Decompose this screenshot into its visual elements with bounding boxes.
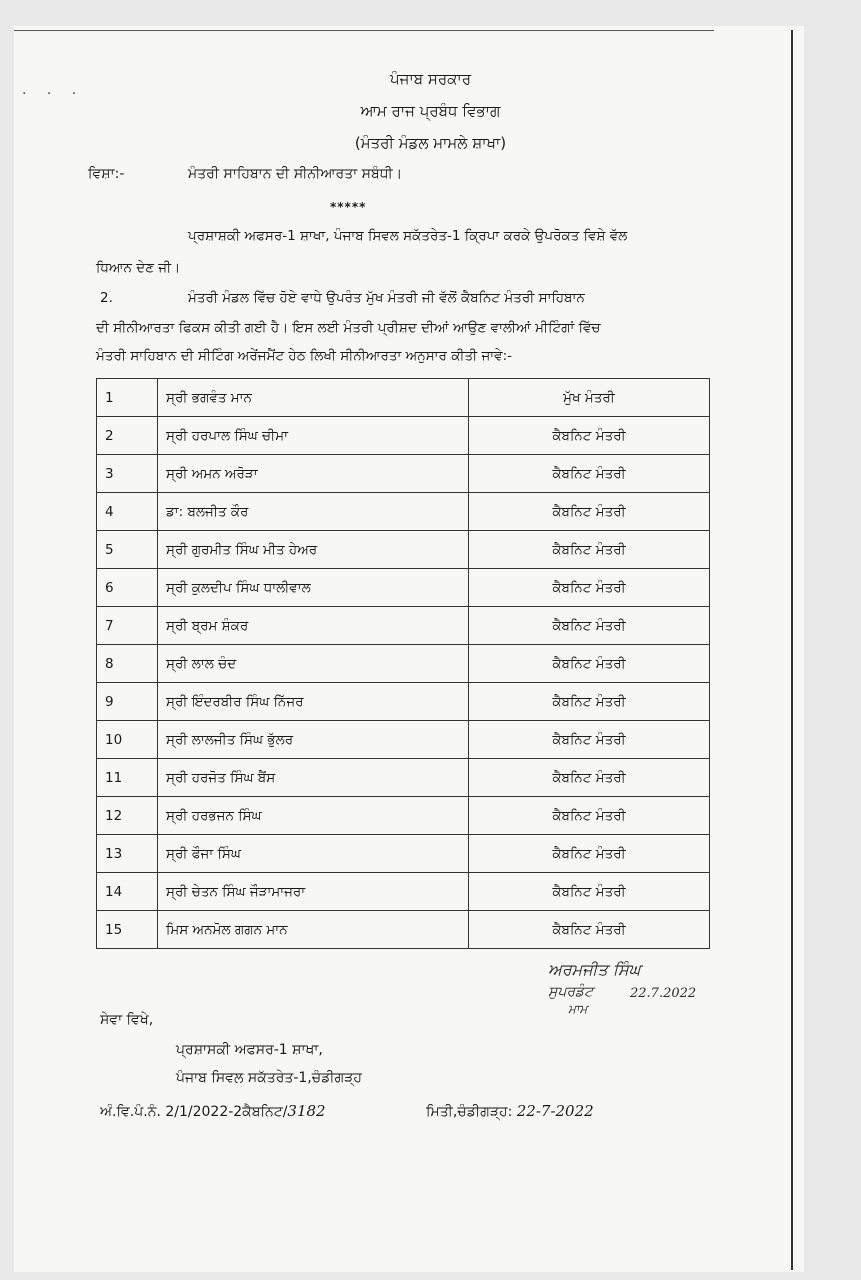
subject-label: ਵਿਸ਼ਾ:- xyxy=(88,166,125,182)
to-label: ਸੇਵਾ ਵਿਖੇ, xyxy=(100,1012,154,1028)
minister-designation: ਕੈਬਨਿਟ ਮੰਤਰੀ xyxy=(469,797,710,835)
signature-date: 22.7.2022 xyxy=(630,986,697,1001)
minister-designation: ਕੈਬਨਿਟ ਮੰਤਰੀ xyxy=(469,417,710,455)
minister-name: ਸ੍ਰੀ ਲਾਲਜੀਤ ਸਿੰਘ ਭੁੱਲਰ xyxy=(158,721,469,759)
margin-specks: · · · xyxy=(22,86,85,102)
minister-name: ਸ੍ਰੀ ਹਰਪਾਲ ਸਿੰਘ ਚੀਮਾ xyxy=(158,417,469,455)
table-row xyxy=(97,683,710,721)
minister-name: ਸ੍ਰੀ ਬ੍ਰਮ ਸ਼ੰਕਰ xyxy=(158,607,469,645)
header-government: ਪੰਜਾਬ ਸਰਕਾਰ xyxy=(390,70,471,88)
row-number: 2 xyxy=(97,417,158,455)
minister-name: ਸ੍ਰੀ ਹਰਭਜਨ ਸਿੰਘ xyxy=(158,797,469,835)
minister-designation: ਕੈਬਨਿਟ ਮੰਤਰੀ xyxy=(469,493,710,531)
minister-name: ਸ੍ਰੀ ਗੁਰਮੀਤ ਸਿੰਘ ਮੀਤ ਹੇਅਰ xyxy=(158,531,469,569)
minister-designation: ਕੈਬਨਿਟ ਮੰਤਰੀ xyxy=(469,911,710,949)
paragraph-2-line-3: ਮੰਤਰੀ ਸਾਹਿਬਾਨ ਦੀ ਸੀਟਿੰਗ ਅਰੇਂਜਮੈਂਟ ਹੇਠ ਲਿਖੀ ਸੀਨੀਆਰਤਾ ਅਨੁਸਾਰ ਕੀਤੀ ਜਾਵੇ:- xyxy=(96,348,513,364)
table-row xyxy=(97,493,710,531)
table-row xyxy=(97,379,710,417)
minister-name: ਸ੍ਰੀ ਅਮਨ ਅਰੋੜਾ xyxy=(158,455,469,493)
table-row xyxy=(97,797,710,835)
row-number: 13 xyxy=(97,835,158,873)
reference-number xyxy=(100,1102,326,1120)
paragraph-2-line-1: ਮੰਤਰੀ ਮੰਡਲ ਵਿੱਚ ਹੋਏ ਵਾਧੇ ਉਪਰੰਤ ਮੁੱਖ ਮੰਤਰੀ ਜੀ ਵੱਲੋਂ ਕੈਬਨਿਟ ਮੰਤਰੀ ਸਾਹਿਬਾਨ xyxy=(188,290,585,306)
minister-name: ਸ੍ਰੀ ਫੌਜਾ ਸਿੰਘ xyxy=(158,835,469,873)
row-number: 8 xyxy=(97,645,158,683)
minister-designation: ਮੁੱਖ ਮੰਤਰੀ xyxy=(469,379,710,417)
table-row xyxy=(97,911,710,949)
date-handwritten-value: 22-7-2022 xyxy=(516,1102,594,1120)
row-number: 7 xyxy=(97,607,158,645)
issue-date xyxy=(426,1102,594,1120)
subject-text: ਮੰਤਰੀ ਸਾਹਿਬਾਨ ਦੀ ਸੀਨੀਆਰਤਾ ਸਬੰਧੀ। xyxy=(188,166,403,182)
paragraph-2-number: 2. xyxy=(100,290,113,306)
table-row xyxy=(97,455,710,493)
table-row xyxy=(97,759,710,797)
top-border-line xyxy=(14,30,714,31)
minister-name: ਮਿਸ ਅਨਮੋਲ ਗਗਨ ਮਾਨ xyxy=(158,911,469,949)
table-row xyxy=(97,607,710,645)
minister-designation: ਕੈਬਨਿਟ ਮੰਤਰੀ xyxy=(469,531,710,569)
table-row xyxy=(97,835,710,873)
minister-name: ਸ੍ਰੀ ਲਾਲ ਚੰਦ xyxy=(158,645,469,683)
minister-designation: ਕੈਬਨਿਟ ਮੰਤਰੀ xyxy=(469,835,710,873)
row-number: 15 xyxy=(97,911,158,949)
row-number: 5 xyxy=(97,531,158,569)
reference-prefix: ਅੰ.ਵਿ.ਪੰ.ਨੰ. 2/1/2022-2ਕੈਬਨਿਟ/ xyxy=(100,1104,288,1120)
table-row xyxy=(97,417,710,455)
right-border-line xyxy=(791,30,793,1270)
signature-initials: ਮਾਮ xyxy=(568,1002,588,1016)
header-branch: (ਮੰਤਰੀ ਮੰਡਲ ਮਾਮਲੇ ਸ਼ਾਖਾ) xyxy=(354,134,507,152)
minister-name: ਸ੍ਰੀ ਹਰਜੋਤ ਸਿੰਘ ਬੈਂਸ xyxy=(158,759,469,797)
paragraph-1-line-2: ਧਿਆਨ ਦੇਣ ਜੀ। xyxy=(96,260,181,276)
row-number: 10 xyxy=(97,721,158,759)
signature-name: ਅਰਮਜੀਤ ਸਿੰਘ xyxy=(548,960,641,979)
addressee-line-2: ਪੰਜਾਬ ਸਿਵਲ ਸਕੱਤਰੇਤ-1,ਚੰਡੀਗੜ੍ਹ xyxy=(176,1070,362,1086)
seniority-table xyxy=(96,378,710,949)
date-label: ਮਿਤੀ,ਚੰਡੀਗੜ੍ਹ: xyxy=(426,1104,513,1120)
separator-stars: ***** xyxy=(330,200,367,214)
minister-name: ਸ੍ਰੀ ਭਗਵੰਤ ਮਾਨ xyxy=(158,379,469,417)
row-number: 6 xyxy=(97,569,158,607)
row-number: 11 xyxy=(97,759,158,797)
minister-designation: ਕੈਬਨਿਟ ਮੰਤਰੀ xyxy=(469,569,710,607)
addressee-line-1: ਪ੍ਰਸ਼ਾਸਕੀ ਅਫਸਰ-1 ਸ਼ਾਖਾ, xyxy=(176,1042,323,1058)
minister-designation: ਕੈਬਨਿਟ ਮੰਤਰੀ xyxy=(469,683,710,721)
minister-designation: ਕੈਬਨਿਟ ਮੰਤਰੀ xyxy=(469,455,710,493)
minister-name: ਸ੍ਰੀ ਕੁਲਦੀਪ ਸਿੰਘ ਧਾਲੀਵਾਲ xyxy=(158,569,469,607)
paragraph-1-line-1: ਪ੍ਰਸ਼ਾਸ਼ਕੀ ਅਫਸਰ-1 ਸ਼ਾਖਾ, ਪੰਜਾਬ ਸਿਵਲ ਸਕੱਤਰੇਤ-1 ਕ੍ਰਿਪਾ ਕਰਕੇ ਉਪਰੋਕਤ ਵਿਸ਼ੇ ਵੱਲ xyxy=(188,228,628,244)
minister-designation: ਕੈਬਨਿਟ ਮੰਤਰੀ xyxy=(469,721,710,759)
minister-designation: ਕੈਬਨਿਟ ਮੰਤਰੀ xyxy=(469,873,710,911)
row-number: 9 xyxy=(97,683,158,721)
table-row xyxy=(97,645,710,683)
row-number: 1 xyxy=(97,379,158,417)
minister-designation: ਕੈਬਨਿਟ ਮੰਤਰੀ xyxy=(469,607,710,645)
row-number: 4 xyxy=(97,493,158,531)
minister-name: ਸ੍ਰੀ ਇੰਦਰਬੀਰ ਸਿੰਘ ਨਿੱਜਰ xyxy=(158,683,469,721)
table-row xyxy=(97,873,710,911)
minister-designation: ਕੈਬਨਿਟ ਮੰਤਰੀ xyxy=(469,759,710,797)
table-row xyxy=(97,721,710,759)
minister-name: ਸ੍ਰੀ ਚੇਤਨ ਸਿੰਘ ਜੌੜਾਮਾਜਰਾ xyxy=(158,873,469,911)
paragraph-2-line-2: ਦੀ ਸੀਨੀਆਰਤਾ ਫਿਕਸ ਕੀਤੀ ਗਈ ਹੈ। ਇਸ ਲਈ ਮੰਤਰੀ ਪ੍ਰੀਸ਼ਦ ਦੀਆਂ ਆਉਣ ਵਾਲੀਆਂ ਮੀਟਿੰਗਾਂ ਵਿੱਚ xyxy=(96,320,601,336)
table-row xyxy=(97,531,710,569)
reference-handwritten-number: 3182 xyxy=(287,1102,326,1120)
row-number: 14 xyxy=(97,873,158,911)
signature-designation: ਸੁਪਰਡੰਟ xyxy=(548,984,594,1000)
header-department: ਆਮ ਰਾਜ ਪ੍ਰਬੰਧ ਵਿਭਾਗ xyxy=(360,102,501,120)
minister-name: ਡਾ: ਬਲਜੀਤ ਕੌਰ xyxy=(158,493,469,531)
row-number: 12 xyxy=(97,797,158,835)
table-row xyxy=(97,569,710,607)
row-number: 3 xyxy=(97,455,158,493)
minister-designation: ਕੈਬਨਿਟ ਮੰਤਰੀ xyxy=(469,645,710,683)
